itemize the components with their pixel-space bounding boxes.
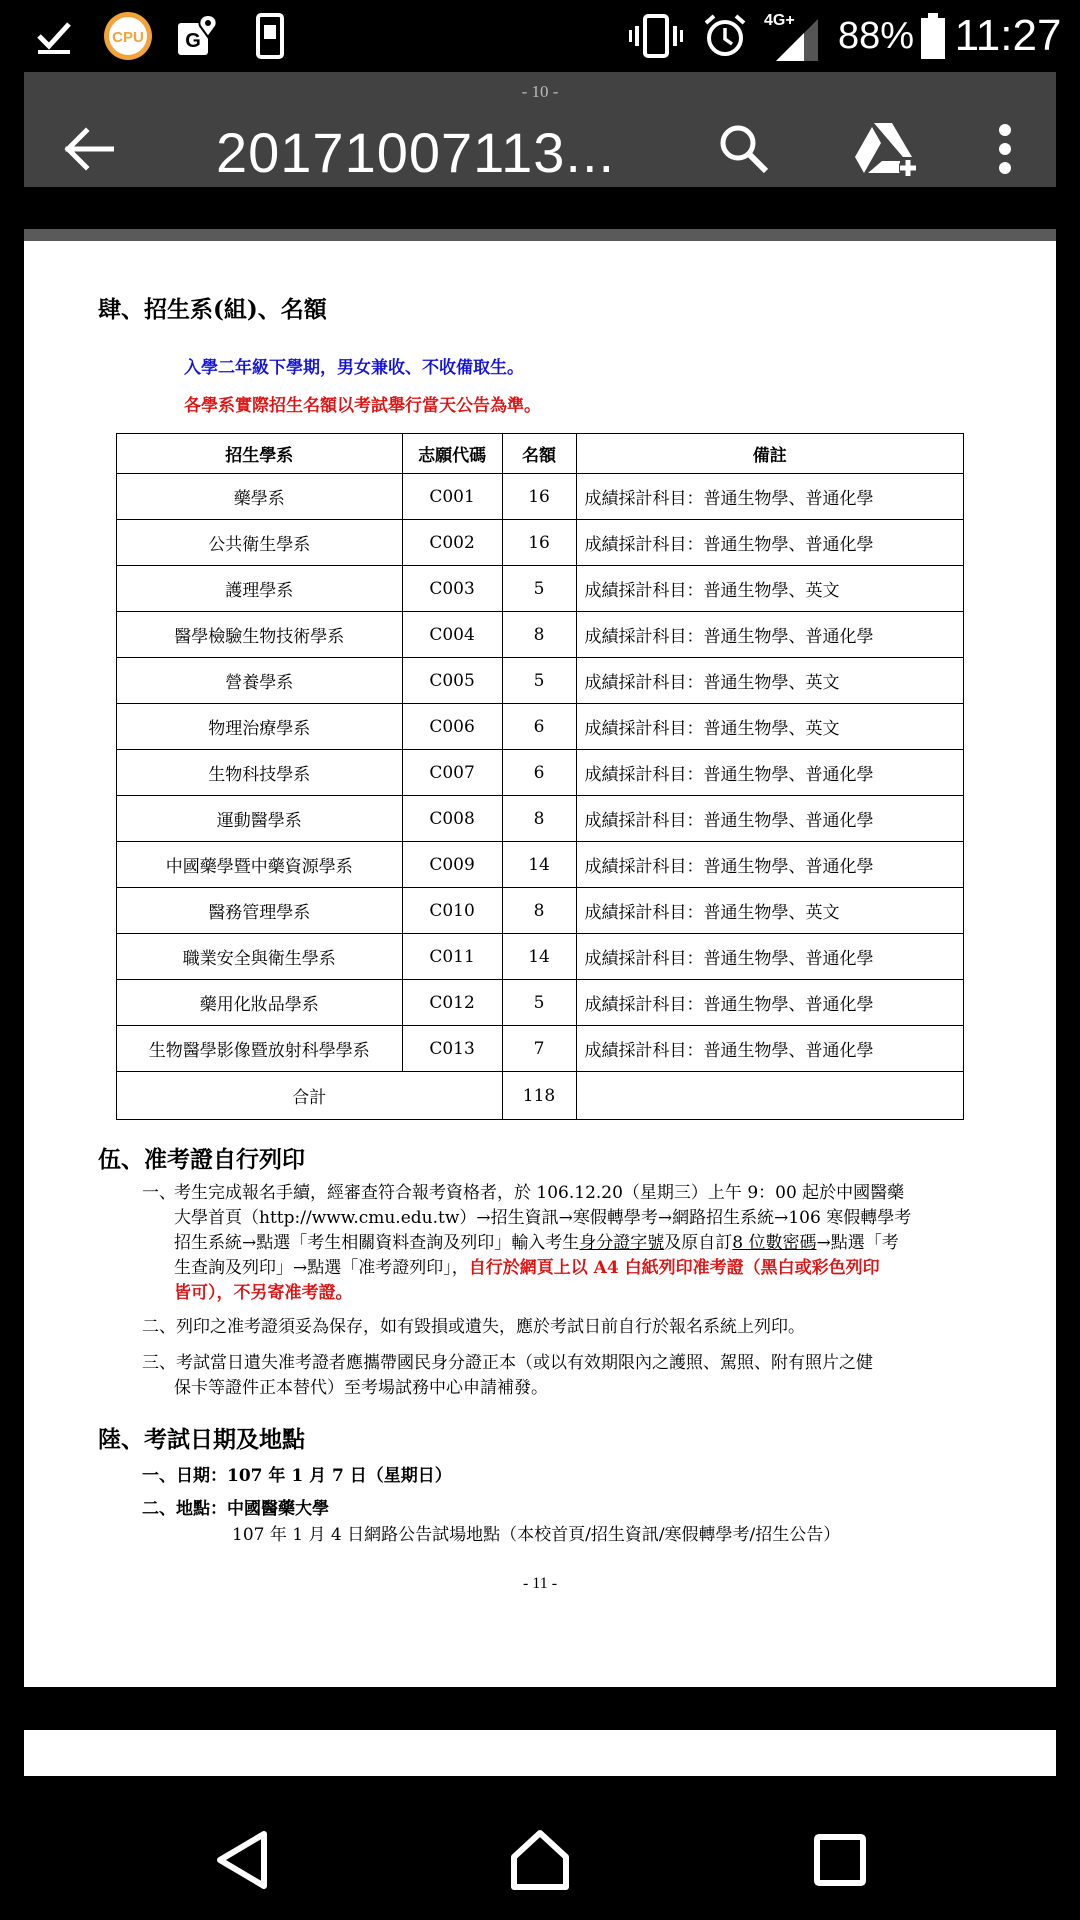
admission-ticket-item-2: 二、列印之准考證須妥為保存，如有毀損或遺失，應於考試日前自行於報名系統上列印。: [142, 1317, 805, 1337]
quota-cell: 8: [502, 612, 576, 658]
code-cell: C005: [402, 658, 502, 704]
column-header: 名額: [502, 434, 576, 474]
total-row: [117, 1072, 964, 1120]
note-cell: 成績採計科目：普通生物學、英文: [576, 888, 964, 934]
pdf-page: [24, 241, 1056, 1687]
table-row: [117, 566, 964, 612]
code-cell: C006: [402, 704, 502, 750]
app-toolbar: [24, 72, 1056, 187]
note-cell: 成績採計科目：普通生物學、英文: [576, 566, 964, 612]
search-button[interactable]: [700, 114, 788, 184]
nav-back-button[interactable]: [172, 1800, 312, 1920]
back-arrow-icon: [62, 127, 114, 171]
code-cell: C013: [402, 1026, 502, 1072]
table-row: [117, 612, 964, 658]
quota-cell: 14: [502, 842, 576, 888]
department-cell: 醫務管理學系: [117, 888, 403, 934]
page-divider: [24, 229, 1056, 241]
table-row: [117, 658, 964, 704]
section4-heading: 肆、招生系(組)、名額: [98, 296, 327, 323]
alarm-icon: [700, 0, 750, 72]
code-cell: C007: [402, 750, 502, 796]
back-button[interactable]: [44, 114, 132, 184]
nav-recents-button[interactable]: [770, 1800, 910, 1920]
svg-text:G: G: [185, 30, 201, 52]
next-pdf-page: [24, 1730, 1056, 1776]
table-row: [117, 934, 964, 980]
quota-cell: 16: [502, 520, 576, 566]
department-cell: 公共衛生學系: [117, 520, 403, 566]
check-notification-icon: [28, 0, 80, 72]
item-number: 一、: [142, 1183, 176, 1203]
department-cell: 運動醫學系: [117, 796, 403, 842]
column-header: 備註: [576, 434, 964, 474]
note-cell: 成績採計科目：普通生物學、普通化學: [576, 980, 964, 1026]
column-header: 志願代碼: [402, 434, 502, 474]
exam-date: 一、日期：107 年 1 月 7 日（星期日）: [142, 1466, 452, 1486]
vibrate-icon: [626, 0, 686, 72]
signal-icon: [762, 0, 822, 72]
cpu-notification-icon: [100, 0, 156, 72]
clock: 11:27: [954, 11, 1062, 60]
code-cell: C012: [402, 980, 502, 1026]
total-note: [576, 1072, 964, 1120]
code-cell: C010: [402, 888, 502, 934]
note-cell: 成績採計科目：普通生物學、普通化學: [576, 474, 964, 520]
note-cell: 成績採計科目：普通生物學、普通化學: [576, 612, 964, 658]
quota-cell: 5: [502, 980, 576, 1026]
table-row: [117, 796, 964, 842]
cpu-label: CPU: [112, 29, 144, 46]
document-viewer[interactable]: [0, 187, 1080, 1800]
code-cell: C002: [402, 520, 502, 566]
exam-place-note: 107 年 1 月 4 日網路公告試場地點（本校首頁/招生資訊/寒假轉學考/招生公告）: [232, 1525, 841, 1545]
admission-ticket-item-3: [142, 1351, 992, 1401]
table-row: [117, 704, 964, 750]
department-cell: 職業安全與衛生學系: [117, 934, 403, 980]
item1-line: 皆可），不另寄准考證。: [174, 1283, 353, 1303]
status-bar: [0, 0, 1080, 72]
admission-note: 入學二年級下學期，男女兼收、不收備取生。: [184, 358, 524, 378]
code-cell: C009: [402, 842, 502, 888]
quota-cell: 7: [502, 1026, 576, 1072]
note-cell: 成績採計科目：普通生物學、普通化學: [576, 796, 964, 842]
search-icon: [716, 121, 772, 177]
note-cell: 成績採計科目：普通生物學、普通化學: [576, 934, 964, 980]
drive-add-icon: [852, 119, 920, 179]
more-options-button[interactable]: [970, 114, 1040, 184]
item1-line: 考生完成報名手續，經審查符合報考資格者，於 106.12.20（星期三）上午 9：00 起於中國醫藥: [174, 1183, 905, 1203]
item3-line: 保卡等證件正本替代）至考場試務中心申請補發。: [174, 1378, 548, 1398]
table-row: [117, 980, 964, 1026]
nav-back-icon: [214, 1830, 270, 1890]
department-cell: 生物科技學系: [117, 750, 403, 796]
item1-line: 招生系統→點選「考生相關資料查詢及列印」輸入考生身分證字號及原自訂8 位數密碼→點選「考: [174, 1233, 899, 1253]
table-row: [117, 750, 964, 796]
phone-notification-icon: [250, 0, 290, 72]
total-label: 合計: [117, 1072, 503, 1120]
department-cell: 營養學系: [117, 658, 403, 704]
nav-home-button[interactable]: [470, 1800, 610, 1920]
note-cell: 成績採計科目：普通生物學、英文: [576, 704, 964, 750]
department-cell: 醫學檢驗生物技術學系: [117, 612, 403, 658]
section6-heading: 陸、考試日期及地點: [98, 1426, 305, 1453]
quota-cell: 5: [502, 566, 576, 612]
navigation-bar: [0, 1800, 1080, 1920]
table-row: [117, 888, 964, 934]
code-cell: C004: [402, 612, 502, 658]
item1-line: 生查詢及列印」→點選「准考證列印」，自行於網頁上以 A4 白紙列印准考證（黑白或彩色列印: [174, 1258, 880, 1278]
maps-notification-icon: [174, 0, 222, 72]
home-icon: [508, 1829, 572, 1891]
table-row: [117, 842, 964, 888]
code-cell: C011: [402, 934, 502, 980]
column-header: 招生學系: [117, 434, 403, 474]
item1-line: 大學首頁（http://www.cmu.edu.tw）→招生資訊→寒假轉學考→網路招生系統→106 寒假轉學考: [174, 1208, 912, 1228]
department-cell: 生物醫學影像暨放射科學學系: [117, 1026, 403, 1072]
code-cell: C003: [402, 566, 502, 612]
total-value: 118: [502, 1072, 576, 1120]
item3-line: 三、考試當日遺失准考證者應攜帶國民身分證正本（或以有效期限內之護照、駕照、附有照片之健: [142, 1353, 873, 1373]
recents-icon: [814, 1834, 866, 1886]
note-cell: 成績採計科目：普通生物學、普通化學: [576, 842, 964, 888]
quota-cell: 6: [502, 704, 576, 750]
department-cell: 藥用化妝品學系: [117, 980, 403, 1026]
note-cell: 成績採計科目：普通生物學、普通化學: [576, 520, 964, 566]
battery-icon: [918, 0, 948, 72]
table-row: [117, 474, 964, 520]
quota-cell: 5: [502, 658, 576, 704]
document-title: 20171007113...: [216, 121, 616, 184]
quota-cell: 8: [502, 796, 576, 842]
department-cell: 護理學系: [117, 566, 403, 612]
code-cell: C008: [402, 796, 502, 842]
quota-cell: 6: [502, 750, 576, 796]
table-header-row: [117, 434, 964, 474]
note-cell: 成績採計科目：普通生物學、普通化學: [576, 750, 964, 796]
table-row: [117, 520, 964, 566]
quota-cell: 14: [502, 934, 576, 980]
section5-heading: 伍、准考證自行列印: [98, 1146, 305, 1173]
exam-place: 二、地點：中國醫藥大學: [142, 1499, 329, 1519]
department-cell: 物理治療學系: [117, 704, 403, 750]
note-cell: 成績採計科目：普通生物學、英文: [576, 658, 964, 704]
more-vert-icon: [998, 123, 1012, 175]
department-cell: 藥學系: [117, 474, 403, 520]
code-cell: C001: [402, 474, 502, 520]
add-to-drive-button[interactable]: [842, 114, 930, 184]
page-number: - 11 -: [522, 1575, 558, 1592]
quota-cell: 16: [502, 474, 576, 520]
quota-notice: 各學系實際招生名額以考試舉行當天公告為準。: [184, 396, 541, 416]
department-cell: 中國藥學暨中藥資源學系: [117, 842, 403, 888]
quota-table: [116, 433, 964, 1120]
quota-cell: 8: [502, 888, 576, 934]
top-page-number: - 10 -: [521, 82, 559, 101]
note-cell: 成績採計科目：普通生物學、普通化學: [576, 1026, 964, 1072]
battery-percent: 88%: [837, 14, 915, 57]
admission-ticket-item-1: [142, 1181, 992, 1306]
table-row: [117, 1026, 964, 1072]
network-type-label: 4G+: [764, 12, 795, 29]
